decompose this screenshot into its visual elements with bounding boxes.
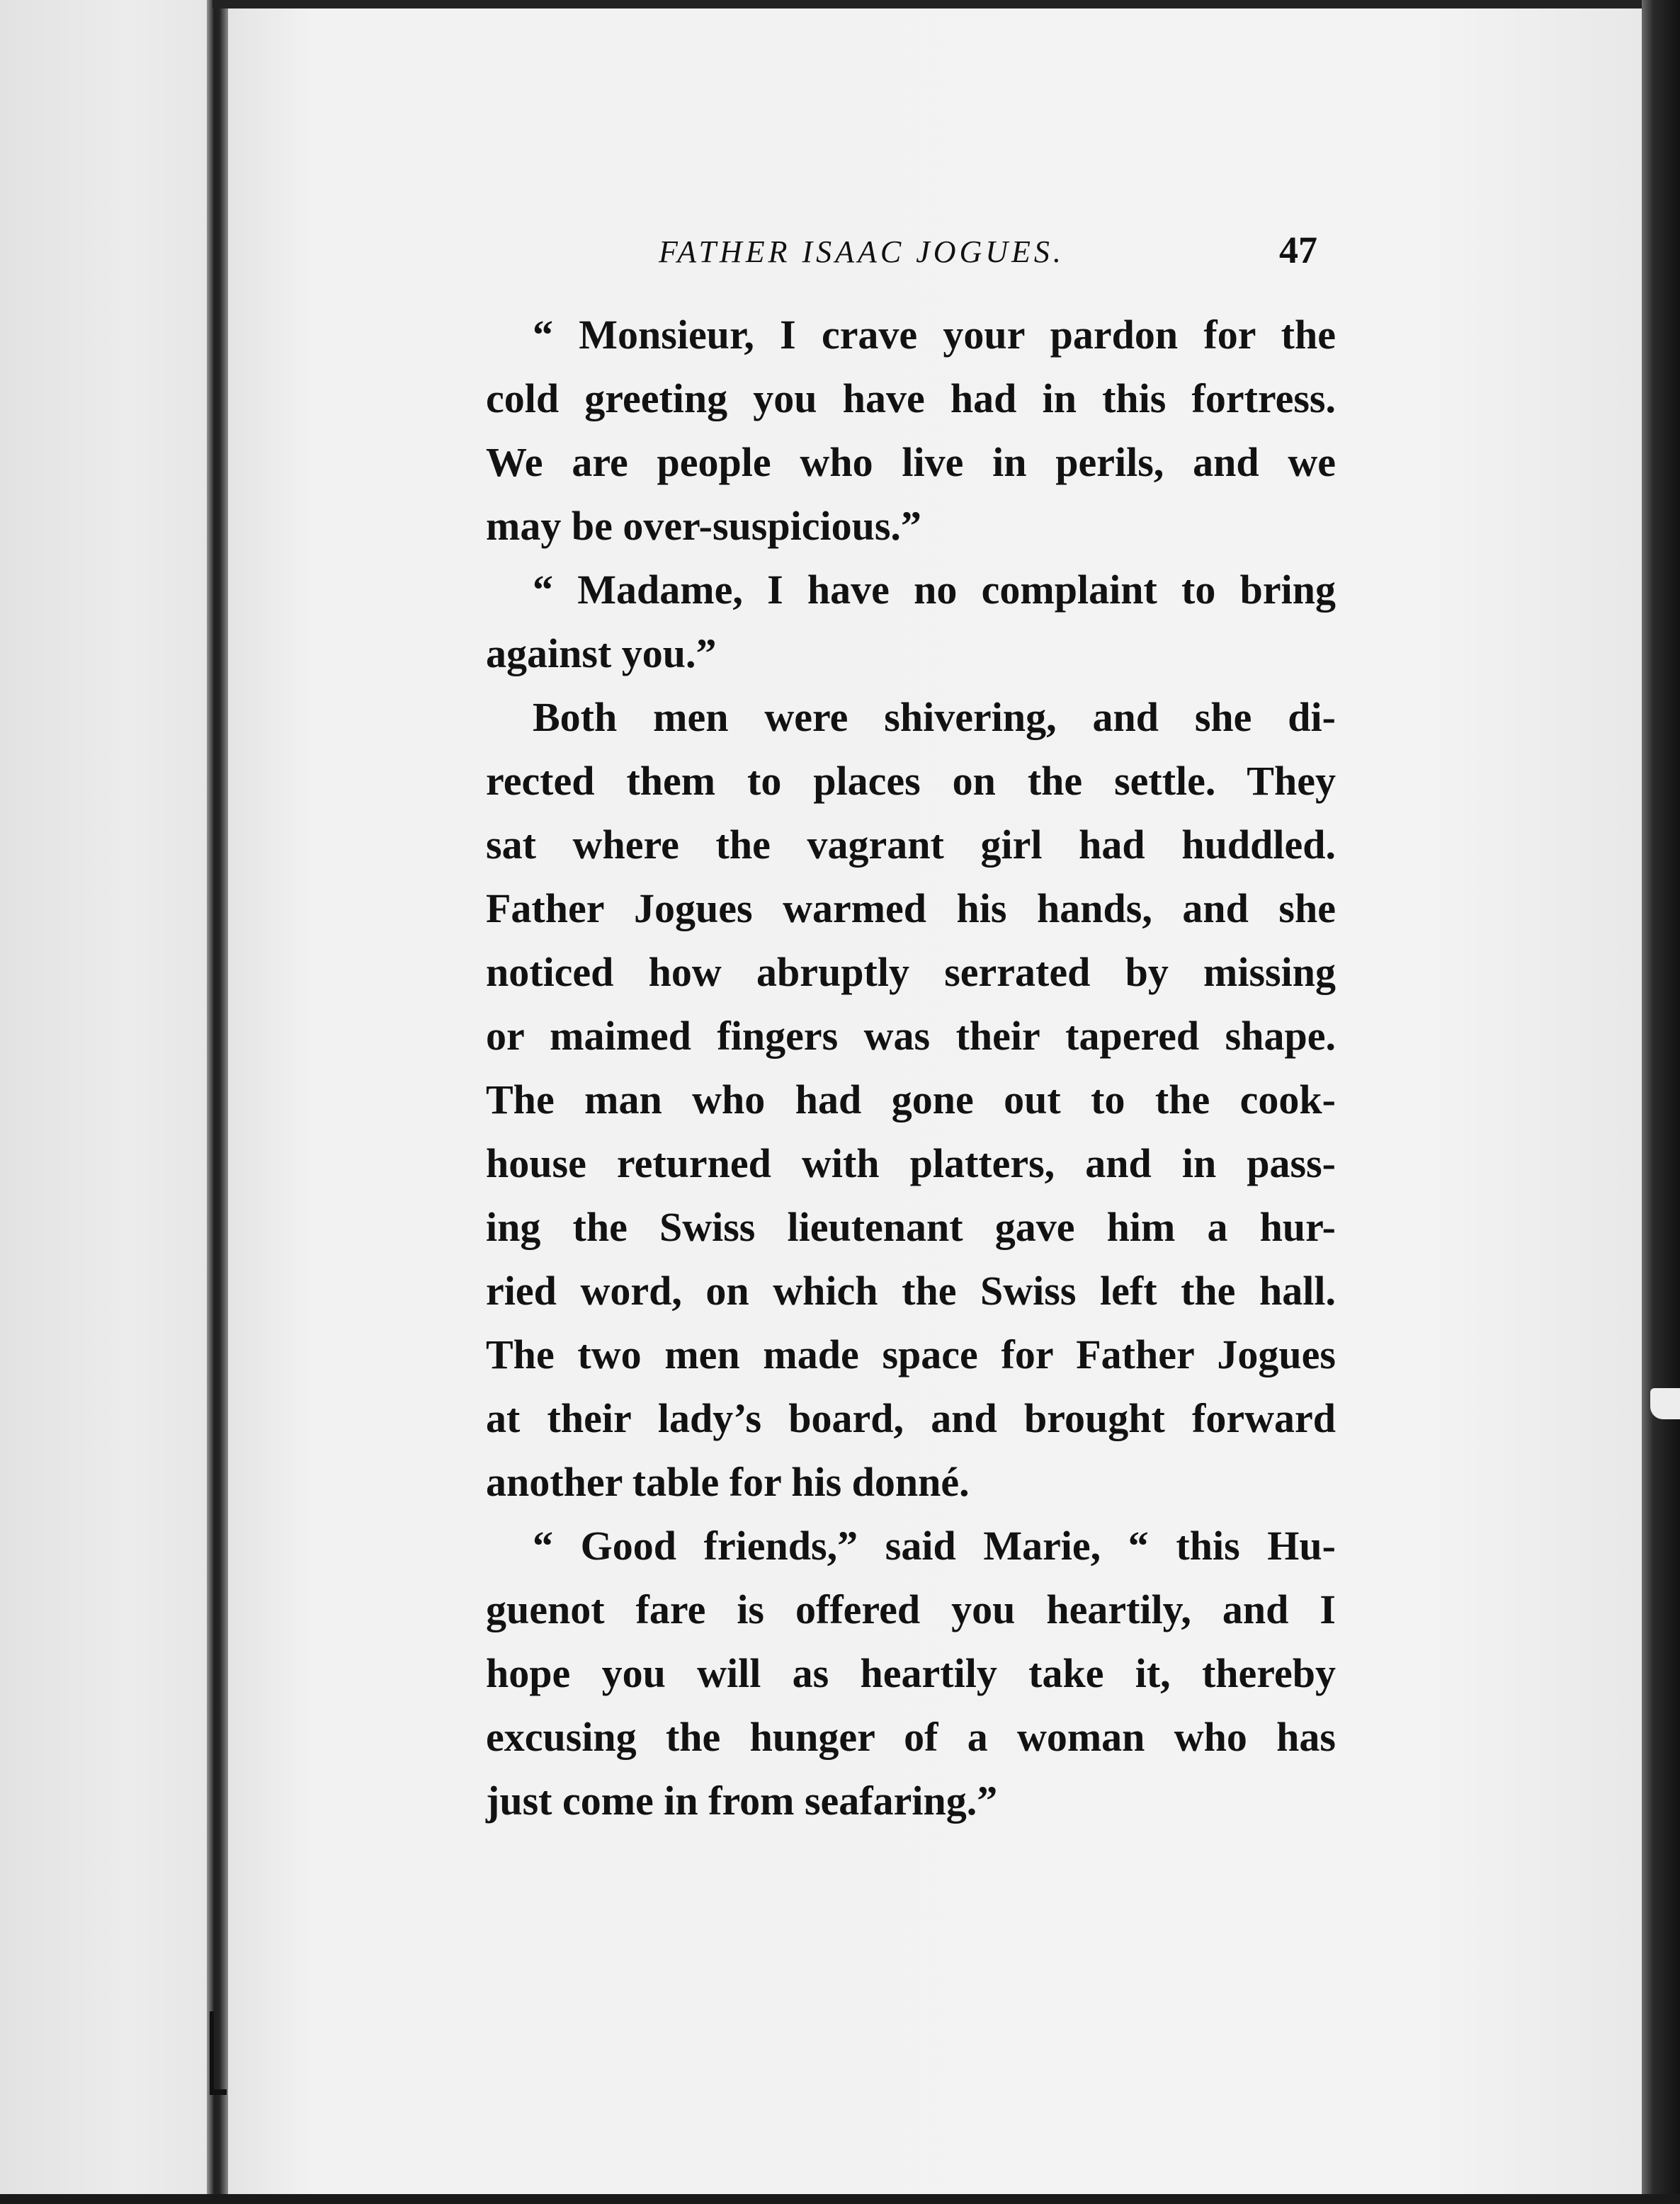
text-line: “ Monsieur, I crave your pardon for the [533,312,1336,358]
text-line: house returned with platters, and in pass- [486,1140,1336,1186]
paragraph [486,686,1336,1514]
left-page-edge [0,0,212,2204]
running-title: FATHER ISAAC JOGUES. [659,234,1065,269]
text-line: guenot fare is offered you heartily, and I [486,1586,1336,1632]
text-line: cold greeting you have had in this fortress. [486,375,1336,421]
text-line: rected them to places on the settle. They [486,758,1336,804]
paragraph [486,558,1336,686]
page-number: 47 [1279,229,1317,271]
page-header [659,228,1317,271]
book-gutter [207,0,228,2204]
right-edge [1642,0,1680,2204]
text-line: ing the Swiss lieutenant gave him a hur- [486,1204,1336,1250]
text-line: “ Good friends,” said Marie, “ this Hu- [533,1523,1336,1569]
text-line: just come in from seafaring.” [486,1778,998,1824]
text-line: sat where the vagrant girl had huddled. [486,822,1336,868]
text-line: against you.” [486,630,717,676]
gutter-mark [210,2011,227,2095]
body-text [486,303,1336,1833]
text-line: Father Jogues warmed his hands, and she [486,885,1336,931]
text-line: Both men were shivering, and she di- [533,694,1336,740]
text-line: The man who had gone out to the cook- [486,1077,1336,1123]
text-line: may be over-suspicious.” [486,503,921,549]
text-line: or maimed fingers was their tapered shape. [486,1013,1336,1059]
text-line: The two men made space for Father Jogues [486,1331,1336,1378]
text-line: another table for his donné. [486,1459,970,1505]
text-line: noticed how abruptly serrated by missing [486,949,1336,995]
text-line: We are people who live in perils, and we [486,439,1336,485]
top-edge [212,0,1680,8]
edge-chip [1650,1388,1680,1419]
paragraph [486,303,1336,558]
text-line: hope you will as heartily take it, thereby [486,1650,1336,1696]
text-line: ried word, on which the Swiss left the hall. [486,1268,1336,1314]
paragraph [486,1514,1336,1833]
bottom-edge [0,2194,1680,2204]
text-line: “ Madame, I have no complaint to bring [533,567,1336,613]
text-line: excusing the hunger of a woman who has [486,1714,1336,1760]
text-line: at their lady’s board, and brought forward [486,1395,1336,1441]
